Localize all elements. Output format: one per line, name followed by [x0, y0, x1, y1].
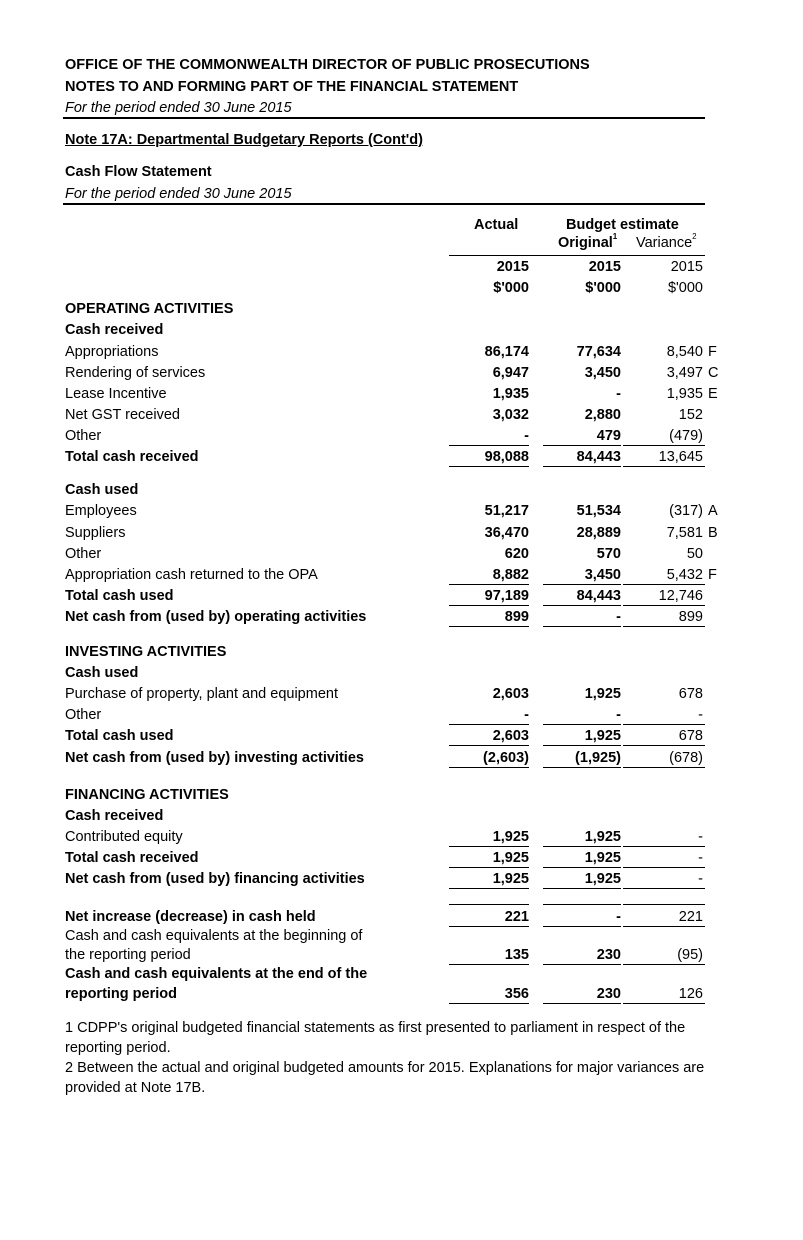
- total-actual: 98,088: [484, 449, 529, 465]
- total-actual: 97,189: [484, 588, 529, 604]
- rule: [449, 1003, 529, 1004]
- net-variance: (678): [669, 750, 703, 766]
- rule: [449, 926, 529, 927]
- row-label: Suppliers: [65, 525, 126, 541]
- footnote-2: 2 Between the actual and original budgeted amounts for 2015. Explanations for major variances are provided at Note 17B.: [65, 1060, 705, 1096]
- operating-heading: OPERATING ACTIVITIES: [65, 301, 234, 317]
- statement-rule: [63, 203, 705, 205]
- row-original: 28,889: [576, 525, 621, 541]
- row-flag: E: [708, 386, 718, 402]
- row-variance: 678: [678, 686, 703, 702]
- end-variance: 126: [678, 986, 703, 1002]
- rule: [449, 867, 529, 868]
- beginning-variance: (95): [677, 947, 703, 963]
- rule: [543, 767, 621, 768]
- year-variance: 2015: [670, 259, 703, 275]
- row-original: 570: [596, 546, 621, 562]
- rule: [449, 584, 529, 585]
- rule: [449, 745, 529, 746]
- rule: [543, 445, 621, 446]
- rule: [623, 867, 705, 868]
- row-variance: (479): [669, 428, 703, 444]
- end-label-line2: reporting period: [65, 986, 177, 1002]
- investing-used-heading: Cash used: [65, 665, 139, 681]
- notes-title: NOTES TO AND FORMING PART OF THE FINANCIAL STATEMENT: [65, 79, 519, 95]
- row-actual: 6,947: [492, 365, 529, 381]
- net-label: Net cash from (used by) financing activities: [65, 871, 365, 887]
- net-variance: -: [698, 871, 703, 887]
- total-label: Total cash used: [65, 728, 174, 744]
- beginning-label-line2: the reporting period: [65, 947, 191, 963]
- rule: [543, 745, 621, 746]
- row-original: -: [616, 707, 621, 723]
- end-label-line1: Cash and cash equivalents at the end of the: [65, 966, 368, 982]
- row-label: Appropriation cash returned to the OPA: [65, 567, 318, 583]
- net-label: Net cash from (used by) investing activities: [65, 750, 364, 766]
- row-label: Other: [65, 707, 102, 723]
- rule: [623, 584, 705, 585]
- net-increase-label: Net increase (decrease) in cash held: [65, 909, 316, 925]
- rule: [623, 626, 705, 627]
- row-flag: C: [708, 365, 719, 381]
- row-flag: F: [708, 567, 717, 583]
- unit-variance: $'000: [667, 280, 703, 296]
- row-variance: 152: [678, 407, 703, 423]
- row-original: 77,634: [576, 344, 621, 360]
- row-label: Lease Incentive: [65, 386, 167, 402]
- row-original: 2,880: [584, 407, 621, 423]
- rule: [623, 1003, 705, 1004]
- note-title: Note 17A: Departmental Budgetary Reports (Cont'd): [65, 132, 423, 148]
- rule: [623, 605, 705, 606]
- rule: [543, 846, 621, 847]
- operating-received-heading: Cash received: [65, 322, 164, 338]
- row-original: 51,534: [576, 503, 621, 519]
- operating-used-heading: Cash used: [65, 482, 139, 498]
- row-original: 1,925: [584, 829, 621, 845]
- total-actual: 1,925: [492, 850, 529, 866]
- unit-original: $'000: [585, 280, 621, 296]
- rule: [623, 767, 705, 768]
- rule: [623, 904, 705, 905]
- total-variance: 678: [678, 728, 703, 744]
- row-label: Net GST received: [65, 407, 180, 423]
- row-variance: 8,540: [666, 344, 703, 360]
- net-increase-original: -: [616, 909, 621, 925]
- rule: [623, 846, 705, 847]
- beginning-original: 230: [596, 947, 621, 963]
- rule: [449, 724, 529, 725]
- row-original: -: [616, 386, 621, 402]
- rule: [543, 605, 621, 606]
- row-actual: -: [524, 707, 529, 723]
- row-actual: 1,935: [492, 386, 529, 402]
- row-actual: 51,217: [484, 503, 529, 519]
- rule: [449, 605, 529, 606]
- financing-heading: FINANCING ACTIVITIES: [65, 787, 229, 803]
- financing-received-heading: Cash received: [65, 808, 164, 824]
- rule: [623, 445, 705, 446]
- col-actual: Actual: [474, 217, 519, 233]
- year-actual: 2015: [496, 259, 529, 275]
- row-flag: B: [708, 525, 718, 541]
- rule: [449, 767, 529, 768]
- net-original: (1,925): [575, 750, 621, 766]
- rule: [543, 904, 621, 905]
- unit-actual: $'000: [493, 280, 529, 296]
- org-title: OFFICE OF THE COMMONWEALTH DIRECTOR OF PUBLIC PROSECUTIONS: [65, 57, 590, 73]
- total-actual: 2,603: [492, 728, 529, 744]
- col-variance: Variance$^2$: [636, 232, 697, 251]
- row-flag: A: [708, 503, 718, 519]
- total-label: Total cash received: [65, 449, 199, 465]
- row-actual: -: [524, 428, 529, 444]
- row-actual: 8,882: [492, 567, 529, 583]
- header-rule: [63, 117, 705, 119]
- row-label: Contributed equity: [65, 829, 183, 845]
- end-original: 230: [596, 986, 621, 1002]
- year-original: 2015: [588, 259, 621, 275]
- rule: [543, 888, 621, 889]
- row-variance: -: [698, 829, 703, 845]
- net-actual: 899: [504, 609, 529, 625]
- beginning-actual: 135: [504, 947, 529, 963]
- col-budget-estimate: Budget estimate: [566, 217, 679, 233]
- footnote-1: 1 CDPP's original budgeted financial statements as first presented to parliament in respect of the reporting period.: [65, 1020, 686, 1056]
- net-actual: (2,603): [483, 750, 529, 766]
- total-original: 1,925: [584, 728, 621, 744]
- rule: [623, 888, 705, 889]
- row-actual: 2,603: [492, 686, 529, 702]
- rule: [449, 466, 529, 467]
- row-variance: 5,432: [666, 567, 703, 583]
- rule: [543, 724, 621, 725]
- row-variance: 3,497: [666, 365, 703, 381]
- total-variance: 12,746: [658, 588, 703, 604]
- rule: [623, 466, 705, 467]
- row-flag: F: [708, 344, 717, 360]
- statement-title: Cash Flow Statement: [65, 164, 212, 180]
- rule: [449, 445, 529, 446]
- row-variance: 1,935: [666, 386, 703, 402]
- row-label: Appropriations: [65, 344, 159, 360]
- rule: [543, 867, 621, 868]
- total-variance: -: [698, 850, 703, 866]
- row-label: Purchase of property, plant and equipment: [65, 686, 338, 702]
- rule: [623, 745, 705, 746]
- total-label: Total cash received: [65, 850, 199, 866]
- row-variance: 50: [686, 546, 703, 562]
- header-period: For the period ended 30 June 2015: [65, 100, 292, 116]
- total-label: Total cash used: [65, 588, 174, 604]
- rule: [543, 626, 621, 627]
- total-variance: 13,645: [658, 449, 703, 465]
- row-original: 1,925: [584, 686, 621, 702]
- total-original: 84,443: [576, 588, 621, 604]
- row-original: 3,450: [584, 365, 621, 381]
- col-original: Original$^1$: [558, 232, 618, 251]
- rule: [543, 466, 621, 467]
- row-variance: (317): [669, 503, 703, 519]
- rule: [449, 964, 529, 965]
- rule: [543, 926, 621, 927]
- rule: [449, 888, 529, 889]
- net-actual: 1,925: [492, 871, 529, 887]
- row-label: Rendering of services: [65, 365, 206, 381]
- row-label: Other: [65, 428, 102, 444]
- rule: [543, 964, 621, 965]
- rule: [623, 964, 705, 965]
- net-increase-actual: 221: [504, 909, 529, 925]
- beginning-label-line1: Cash and cash equivalents at the beginning of: [65, 928, 363, 944]
- col-header-rule: [449, 255, 705, 256]
- row-label: Other: [65, 546, 102, 562]
- total-original: 1,925: [584, 850, 621, 866]
- rule: [449, 846, 529, 847]
- row-variance: 7,581: [666, 525, 703, 541]
- row-actual: 620: [504, 546, 529, 562]
- total-original: 84,443: [576, 449, 621, 465]
- end-actual: 356: [504, 986, 529, 1002]
- net-original: -: [616, 609, 621, 625]
- net-label: Net cash from (used by) operating activities: [65, 609, 367, 625]
- row-label: Employees: [65, 503, 137, 519]
- rule: [449, 626, 529, 627]
- rule: [449, 904, 529, 905]
- row-actual: 36,470: [484, 525, 529, 541]
- row-actual: 1,925: [492, 829, 529, 845]
- investing-heading: INVESTING ACTIVITIES: [65, 644, 227, 660]
- net-original: 1,925: [584, 871, 621, 887]
- row-variance: -: [698, 707, 703, 723]
- rule: [543, 1003, 621, 1004]
- row-actual: 86,174: [484, 344, 529, 360]
- row-original: 3,450: [584, 567, 621, 583]
- row-original: 479: [596, 428, 621, 444]
- net-increase-variance: 221: [678, 909, 703, 925]
- rule: [623, 926, 705, 927]
- statement-period: For the period ended 30 June 2015: [65, 186, 292, 202]
- rule: [543, 584, 621, 585]
- rule: [623, 724, 705, 725]
- net-variance: 899: [678, 609, 703, 625]
- row-actual: 3,032: [492, 407, 529, 423]
